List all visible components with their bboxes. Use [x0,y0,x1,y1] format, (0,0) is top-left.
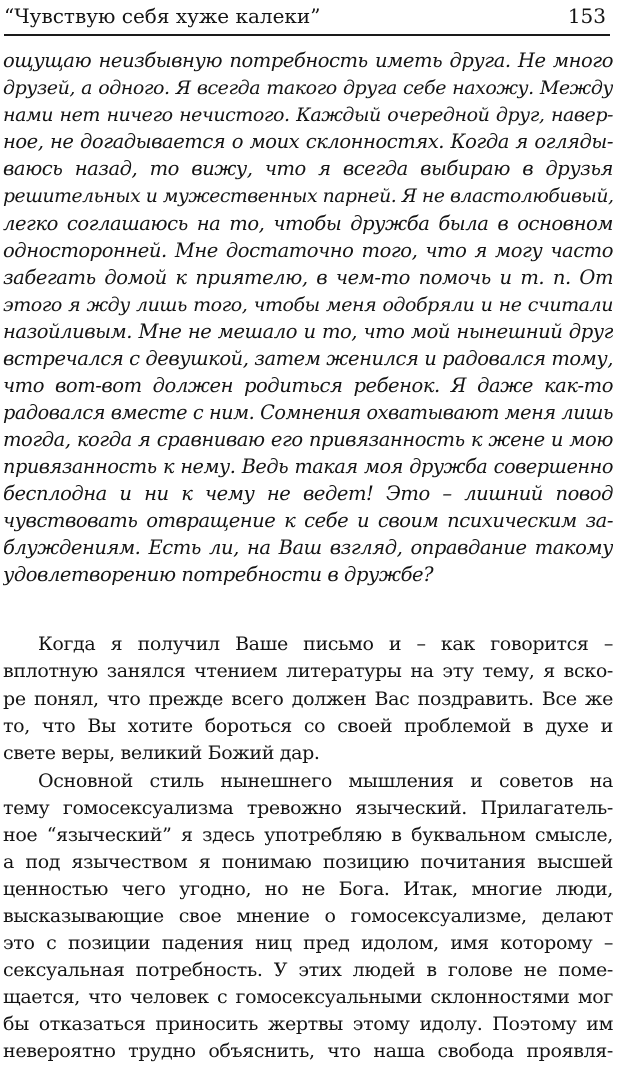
letter-line: этого я жду лишь того, чтобы меня одобряли и не считали [3,294,613,316]
reply-line: ре понял, что прежде всего должен Вас поздравить. Все же [3,688,613,710]
letter-line: нами нет ничего нечистого. Каждый очередной друг, навер- [3,104,613,126]
header-rule [4,34,610,36]
letter-line: ное, не догадывается о моих склонностях. Когда я огляды- [3,130,613,153]
reply-line: Когда я получил Ваше письмо и – как говорится – [38,633,613,655]
reply-line: это с позиции падения ниц пред идолом, имя которому – [3,932,613,954]
reply-line: ценностью чего угодно, но не Бога. Итак, многие люди, [3,878,613,900]
reply-line: высказывающие свое мнение о гомосексуализме, делают [3,905,613,927]
reply-line: Основной стиль нынешнего мышления и советов на [38,770,613,792]
letter-line: встречался с девушкой, затем женился и радовался тому, [3,347,613,370]
letter-line: друзей, а одного. Я всегда такого друга себе нахожу. Между [3,77,613,99]
letter-line: удовлетворению потребности в дружбе? [3,563,434,586]
reply-line: ное “языческий” я здесь употребляю в буквальном смысле, [3,824,613,846]
letter-line: радовался вместе с ним. Сомнения охватывают меня лишь [3,401,613,424]
letter-line: привязанность к нему. Ведь такая моя дружба совершенно [3,455,613,478]
reply-line: то, что Вы хотите бороться со своей проблемой в духе и [3,715,613,737]
letter-line: назойливым. Мне не мешало и то, что мой нынешний друг [3,320,613,343]
letter-line: односторонней. Мне достаточно того, что я могу часто [3,239,613,262]
reply-line: щается, что человек с гомосексуальными склонностями мог [3,986,613,1008]
reply-line: невероятно трудно объяснить, что наша свобода проявля- [3,1040,613,1062]
reply-line: вплотную занялся чтением литературы на эту тему, я вско- [3,660,613,682]
reply-line: свете веры, великий Божий дар. [3,742,320,764]
letter-line: забегать домой к приятелю, в чем-то помочь и т. п. От [3,266,613,289]
reply-line: бы отказаться приносить жертвы этому идолу. Поэтому им [3,1013,613,1035]
letter-line: легко соглашаюсь на то, чтобы дружба была в основном [3,212,613,235]
letter-line: ваюсь назад, то вижу, что я всегда выбираю в друзья [3,157,613,180]
page-header [4,0,610,36]
letter-line: бесплодна и ни к чему не ведет! Это – лишний повод [3,482,613,505]
letter-line: чувствовать отвращение к себе и своим психическим за- [3,509,613,532]
letter-line: что вот-вот должен родиться ребенок. Я даже как-то [3,374,613,397]
letter-line: блуждениям. Есть ли, на Ваш взгляд, оправдание такому [3,536,613,559]
page-number: 153 [567,4,606,28]
letter-line: тогда, когда я сравниваю его привязанность к жене и мою [3,428,613,451]
letter-line: ощущаю неизбывную потребность иметь друга. Не много [3,49,613,72]
reply-line: сексуальная потребность. У этих людей в голове не поме- [3,959,613,981]
reply-line: тему гомосексуализма тревожно языческий. Прилагатель- [3,797,613,819]
letter-line: решительных и мужественных парней. Я не властолюбивый, [3,186,613,207]
reply-line: а под язычеством я понимаю позицию почитания высшей [3,851,613,873]
running-title: “Чувствую себя хуже калеки” [4,4,321,28]
